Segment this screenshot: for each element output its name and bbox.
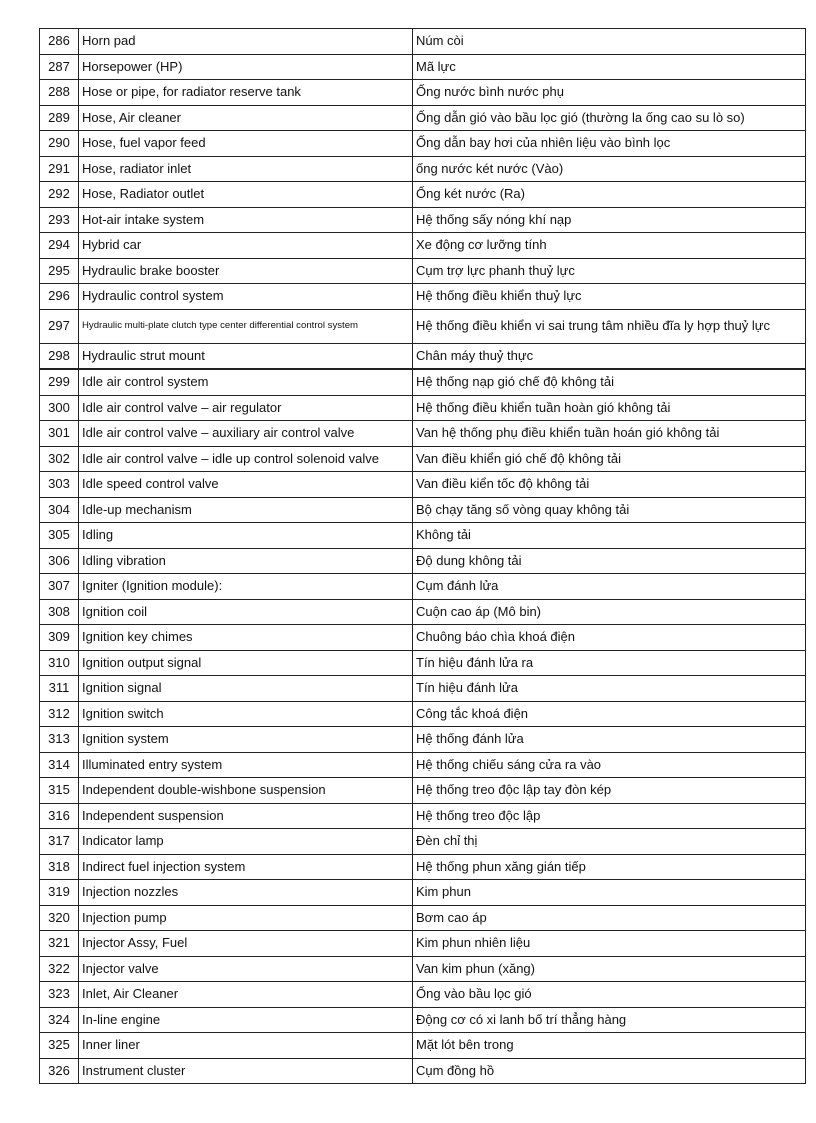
term-number: 305 xyxy=(40,523,79,549)
english-term: Independent suspension xyxy=(79,803,413,829)
term-number: 286 xyxy=(40,29,79,55)
term-number: 297 xyxy=(40,309,79,343)
term-number: 314 xyxy=(40,752,79,778)
term-number: 299 xyxy=(40,369,79,395)
table-row xyxy=(40,727,806,753)
table-row xyxy=(40,1033,806,1059)
vietnamese-term: Hệ thống chiếu sáng cửa ra vào xyxy=(413,752,806,778)
term-number: 308 xyxy=(40,599,79,625)
english-term: Hydraulic strut mount xyxy=(79,343,413,369)
vietnamese-term: Độ dung không tải xyxy=(413,548,806,574)
term-number: 296 xyxy=(40,284,79,310)
term-number: 312 xyxy=(40,701,79,727)
vietnamese-term: Ống dẫn gió vào bầu lọc gió (thường la ống cao su lò so) xyxy=(413,105,806,131)
table-row xyxy=(40,207,806,233)
vietnamese-term: Cuộn cao áp (Mô bin) xyxy=(413,599,806,625)
term-number: 320 xyxy=(40,905,79,931)
vietnamese-term: Động cơ có xi lanh bố trí thẳng hàng xyxy=(413,1007,806,1033)
term-number: 307 xyxy=(40,574,79,600)
english-term: Horn pad xyxy=(79,29,413,55)
table-row xyxy=(40,80,806,106)
english-term: Injector valve xyxy=(79,956,413,982)
term-number: 289 xyxy=(40,105,79,131)
english-term: Hybrid car xyxy=(79,233,413,259)
vietnamese-term: Tín hiệu đánh lửa ra xyxy=(413,650,806,676)
english-term: Hot-air intake system xyxy=(79,207,413,233)
term-number: 323 xyxy=(40,982,79,1008)
term-number: 301 xyxy=(40,421,79,447)
english-term: Injection pump xyxy=(79,905,413,931)
vietnamese-term: Kim phun xyxy=(413,880,806,906)
term-number: 293 xyxy=(40,207,79,233)
term-number: 287 xyxy=(40,54,79,80)
table-row xyxy=(40,369,806,395)
vietnamese-term: Hệ thống nạp gió chế độ không tải xyxy=(413,369,806,395)
english-term: Hydraulic control system xyxy=(79,284,413,310)
term-number: 321 xyxy=(40,931,79,957)
term-number: 294 xyxy=(40,233,79,259)
table-row xyxy=(40,803,806,829)
table-row xyxy=(40,956,806,982)
english-term: Inlet, Air Cleaner xyxy=(79,982,413,1008)
english-term: Ignition system xyxy=(79,727,413,753)
table-row xyxy=(40,599,806,625)
english-term: Hose or pipe, for radiator reserve tank xyxy=(79,80,413,106)
english-term: In-line engine xyxy=(79,1007,413,1033)
english-term: Igniter (Ignition module): xyxy=(79,574,413,600)
table-row xyxy=(40,778,806,804)
vietnamese-term: Cụm trợ lực phanh thuỷ lực xyxy=(413,258,806,284)
table-row xyxy=(40,156,806,182)
english-term: Injection nozzles xyxy=(79,880,413,906)
term-number: 300 xyxy=(40,395,79,421)
vietnamese-term: Núm còi xyxy=(413,29,806,55)
vietnamese-term: Hệ thống phun xăng gián tiếp xyxy=(413,854,806,880)
term-number: 309 xyxy=(40,625,79,651)
term-number: 311 xyxy=(40,676,79,702)
english-term: Idle air control valve – air regulator xyxy=(79,395,413,421)
english-term: Hose, Air cleaner xyxy=(79,105,413,131)
vietnamese-term: Chuông báo chìa khoá điện xyxy=(413,625,806,651)
english-term: Hose, radiator inlet xyxy=(79,156,413,182)
vietnamese-term: Ống vào bầu lọc gió xyxy=(413,982,806,1008)
term-number: 324 xyxy=(40,1007,79,1033)
english-term: Hose, fuel vapor feed xyxy=(79,131,413,157)
vietnamese-term: Công tắc khoá điện xyxy=(413,701,806,727)
table-row xyxy=(40,284,806,310)
vietnamese-term: Bơm cao áp xyxy=(413,905,806,931)
table-row xyxy=(40,676,806,702)
english-term: Instrument cluster xyxy=(79,1058,413,1084)
term-number: 298 xyxy=(40,343,79,369)
english-term: Ignition signal xyxy=(79,676,413,702)
vietnamese-term: Hệ thống điều khiển thuỷ lực xyxy=(413,284,806,310)
table-row xyxy=(40,131,806,157)
glossary-table xyxy=(39,28,806,1084)
english-term: Injector Assy, Fuel xyxy=(79,931,413,957)
term-number: 290 xyxy=(40,131,79,157)
table-row xyxy=(40,854,806,880)
term-number: 318 xyxy=(40,854,79,880)
term-number: 316 xyxy=(40,803,79,829)
english-term: Indirect fuel injection system xyxy=(79,854,413,880)
vietnamese-term: Hệ thống điều khiển vi sai trung tâm nhiều đĩa ly hợp thuỷ lực xyxy=(413,309,806,343)
vietnamese-term: Van kim phun (xăng) xyxy=(413,956,806,982)
vietnamese-term: Mã lực xyxy=(413,54,806,80)
table-row xyxy=(40,421,806,447)
term-number: 288 xyxy=(40,80,79,106)
english-term: Ignition key chimes xyxy=(79,625,413,651)
term-number: 292 xyxy=(40,182,79,208)
vietnamese-term: Ống két nước (Ra) xyxy=(413,182,806,208)
table-row xyxy=(40,1007,806,1033)
english-term: Hydraulic multi-plate clutch type center differential control system xyxy=(79,309,413,343)
vietnamese-term: Hệ thống đánh lửa xyxy=(413,727,806,753)
table-row xyxy=(40,880,806,906)
table-row xyxy=(40,446,806,472)
term-number: 326 xyxy=(40,1058,79,1084)
vietnamese-term: Van hệ thống phụ điều khiển tuần hoán gió không tải xyxy=(413,421,806,447)
vietnamese-term: Đèn chỉ thị xyxy=(413,829,806,855)
vietnamese-term: Ống dẫn bay hơi của nhiên liệu vào bình lọc xyxy=(413,131,806,157)
term-number: 322 xyxy=(40,956,79,982)
table-row xyxy=(40,472,806,498)
vietnamese-term: Ống nước bình nước phụ xyxy=(413,80,806,106)
english-term: Idle-up mechanism xyxy=(79,497,413,523)
english-term: Idle speed control valve xyxy=(79,472,413,498)
table-row xyxy=(40,982,806,1008)
vietnamese-term: Hệ thống sấy nóng khí nạp xyxy=(413,207,806,233)
table-row xyxy=(40,105,806,131)
english-term: Idle air control system xyxy=(79,369,413,395)
vietnamese-term: Hệ thống điều khiển tuần hoàn gió không tải xyxy=(413,395,806,421)
term-number: 295 xyxy=(40,258,79,284)
table-row xyxy=(40,343,806,369)
english-term: Idle air control valve – auxiliary air control valve xyxy=(79,421,413,447)
term-number: 315 xyxy=(40,778,79,804)
term-number: 302 xyxy=(40,446,79,472)
table-row xyxy=(40,309,806,343)
english-term: Hydraulic brake booster xyxy=(79,258,413,284)
vietnamese-term: ống nước két nước (Vào) xyxy=(413,156,806,182)
table-row xyxy=(40,625,806,651)
english-term: Idle air control valve – idle up control solenoid valve xyxy=(79,446,413,472)
vietnamese-term: Van điều khiển gió chế độ không tải xyxy=(413,446,806,472)
table-row xyxy=(40,182,806,208)
table-row xyxy=(40,523,806,549)
term-number: 291 xyxy=(40,156,79,182)
english-term: Idling vibration xyxy=(79,548,413,574)
vietnamese-term: Cụm đồng hồ xyxy=(413,1058,806,1084)
vietnamese-term: Tín hiệu đánh lửa xyxy=(413,676,806,702)
vietnamese-term: Mặt lót bên trong xyxy=(413,1033,806,1059)
term-number: 310 xyxy=(40,650,79,676)
vietnamese-term: Cụm đánh lửa xyxy=(413,574,806,600)
vietnamese-term: Bộ chạy tăng số vòng quay không tải xyxy=(413,497,806,523)
table-row xyxy=(40,258,806,284)
vietnamese-term: Van điều kiển tốc độ không tải xyxy=(413,472,806,498)
term-number: 319 xyxy=(40,880,79,906)
table-row xyxy=(40,829,806,855)
table-row xyxy=(40,752,806,778)
english-term: Ignition switch xyxy=(79,701,413,727)
glossary-body xyxy=(40,29,806,1084)
english-term: Idling xyxy=(79,523,413,549)
table-row xyxy=(40,548,806,574)
table-row xyxy=(40,574,806,600)
vietnamese-term: Hệ thống treo độc lập tay đòn kép xyxy=(413,778,806,804)
table-row xyxy=(40,233,806,259)
english-term: Indicator lamp xyxy=(79,829,413,855)
english-term: Hose, Radiator outlet xyxy=(79,182,413,208)
table-row xyxy=(40,931,806,957)
term-number: 303 xyxy=(40,472,79,498)
english-term: Illuminated entry system xyxy=(79,752,413,778)
english-term: Ignition output signal xyxy=(79,650,413,676)
english-term: Inner liner xyxy=(79,1033,413,1059)
table-row xyxy=(40,29,806,55)
vietnamese-term: Chân máy thuỷ thực xyxy=(413,343,806,369)
english-term: Horsepower (HP) xyxy=(79,54,413,80)
term-number: 306 xyxy=(40,548,79,574)
term-number: 304 xyxy=(40,497,79,523)
term-number: 313 xyxy=(40,727,79,753)
table-row xyxy=(40,497,806,523)
table-row xyxy=(40,905,806,931)
vietnamese-term: Không tải xyxy=(413,523,806,549)
term-number: 325 xyxy=(40,1033,79,1059)
vietnamese-term: Kim phun nhiên liệu xyxy=(413,931,806,957)
english-term: Ignition coil xyxy=(79,599,413,625)
english-term: Independent double-wishbone suspension xyxy=(79,778,413,804)
vietnamese-term: Xe động cơ lưỡng tính xyxy=(413,233,806,259)
table-row xyxy=(40,701,806,727)
vietnamese-term: Hệ thống treo độc lập xyxy=(413,803,806,829)
table-row xyxy=(40,395,806,421)
table-row xyxy=(40,54,806,80)
term-number: 317 xyxy=(40,829,79,855)
table-row xyxy=(40,1058,806,1084)
table-row xyxy=(40,650,806,676)
